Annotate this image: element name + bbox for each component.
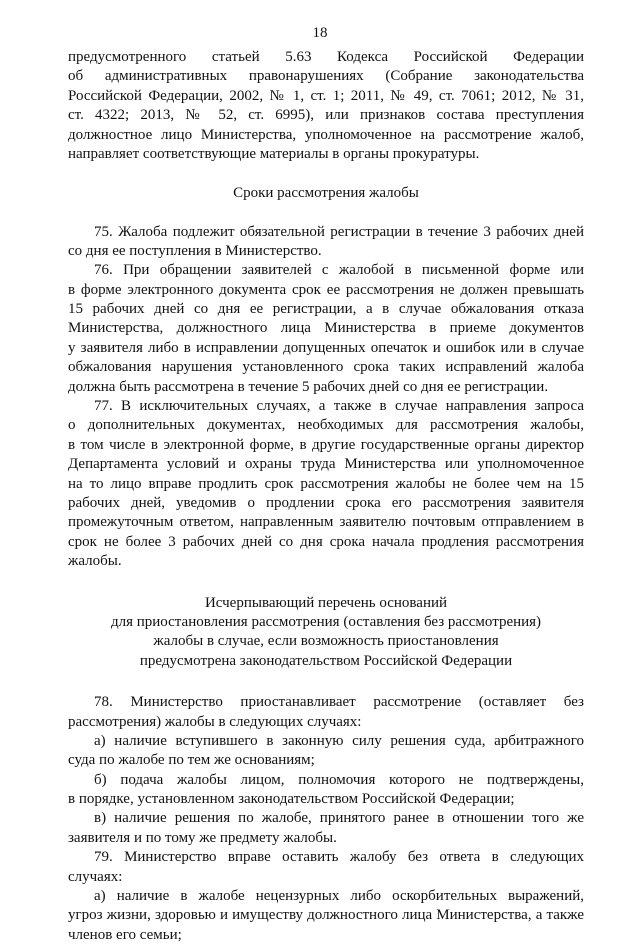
text-line: обжалования нарушения установленного срока таких исправлений жалоба <box>68 359 584 376</box>
text-line: угроз жизни, здоровью и имуществу должностного лица Министерства, а также <box>68 907 584 924</box>
text-line: в форме электронного документа срок ее рассмотрения не должен превышать <box>68 281 584 298</box>
text-line: 75. Жалоба подлежит обязательной регистрации в течение 3 рабочих дней <box>94 223 584 240</box>
text-line: рабочих дней, уведомив о продлении срока его рассмотрения заявителя <box>68 494 584 511</box>
text-line: случаях: <box>68 868 123 885</box>
paragraph-75 <box>68 223 584 262</box>
text-line: должностное лицо Министерства, уполномоченное на рассмотрение жалоб, <box>68 126 584 143</box>
text-line: 78. Министерство приостанавливает рассмотрение (оставляет без <box>94 694 584 711</box>
paragraph-78 <box>68 693 584 732</box>
text-line: суда по жалобе по тем же основаниям; <box>68 752 315 769</box>
text-line: в порядке, установленном законодательством Российской Федерации; <box>68 791 515 808</box>
text-line: жалобы. <box>68 553 122 570</box>
text-line: в) наличие решения по жалобе, принятого ранее в отношении того же <box>94 810 584 827</box>
document-body <box>68 48 584 945</box>
text-line: 15 рабочих дней со дня ее регистрации, а в случае обжалования отказа <box>68 301 584 318</box>
section-heading-line: Исчерпывающий перечень оснований <box>204 594 448 611</box>
text-line: срок не более 3 рабочих дней со дня срока начала продления рассмотрения <box>68 533 584 550</box>
paragraph-79 <box>68 848 584 887</box>
text-line: об административных правонарушениях (Собрание законодательства <box>68 68 584 85</box>
section-heading-line: предусмотрена законодательством Российской Федерации <box>139 652 513 669</box>
paragraph-76 <box>68 261 584 397</box>
text-line: на то лицо вправе продлить срок рассмотрения жалобы не более чем на 15 <box>68 475 584 492</box>
text-line: а) наличие вступившего в законную силу решения суда, арбитражного <box>94 732 584 749</box>
text-line: должна быть рассмотрена в течение 5 рабочих дней со дня ее регистрации. <box>68 378 549 395</box>
paragraph-77 <box>68 397 584 572</box>
section-heading-line: для приостановления рассмотрения (оставления без рассмотрения) <box>110 613 542 630</box>
text-line: 77. В исключительных случаях, а также в случае направления запроса <box>94 398 584 415</box>
paragraph-78a <box>68 732 584 771</box>
text-line: б) подача жалобы лицом, полномочия которого не подтверждены, <box>94 771 584 788</box>
text-line: со дня ее поступления в Министерство. <box>68 242 322 259</box>
text-line: Департамента условий и охраны труда Министерства или уполномоченное <box>68 456 584 473</box>
text-line: в том числе в электронной форме, в другие государственные органы директор <box>68 436 584 453</box>
text-line: предусмотренного статьей 5.63 Кодекса Российской Федерации <box>68 49 584 65</box>
paragraph-79a <box>68 887 584 945</box>
paragraph-78c <box>68 809 584 848</box>
text-line: 79. Министерство вправе оставить жалобу без ответа в следующих <box>94 849 584 866</box>
text-line: промежуточным ответом, направленным заявителю почтовым отправлением в <box>68 514 584 531</box>
text-line: 76. При обращении заявителей с жалобой в письменной форме или <box>94 262 584 279</box>
text-line: Российской Федерации, 2002, № 1, ст. 1; 2011, № 49, ст. 7061; 2012, № 31, <box>68 87 584 104</box>
text-line: рассмотрения) жалобы в следующих случаях: <box>68 713 362 730</box>
section-heading-block <box>68 594 584 672</box>
section-heading: Сроки рассмотрения жалобы <box>233 184 419 201</box>
section-heading-line: жалобы в случае, если возможность приостановления <box>153 633 499 650</box>
paragraph-78b <box>68 771 584 810</box>
page-number: 18 <box>312 25 328 41</box>
text-line: заявителя и по тому же предмету жалобы. <box>68 829 337 846</box>
text-line: ст. 4322; 2013, № 52, ст. 6995), или признаков состава преступления <box>68 107 584 124</box>
text-line: направляет соответствующие материалы в органы прокуратуры. <box>68 145 480 162</box>
paragraph-continuation <box>68 48 584 164</box>
text-line: Министерства, должностного лица Министерства в приеме документов <box>68 320 584 337</box>
text-line: членов его семьи; <box>68 926 182 943</box>
text-line: о дополнительных документах, необходимых для рассмотрения жалобы, <box>68 417 584 434</box>
text-line: у заявителя либо в исправлении допущенных опечаток и ошибок или в случае <box>68 339 584 356</box>
text-line: а) наличие в жалобе нецензурных либо оскорбительных выражений, <box>94 888 584 905</box>
